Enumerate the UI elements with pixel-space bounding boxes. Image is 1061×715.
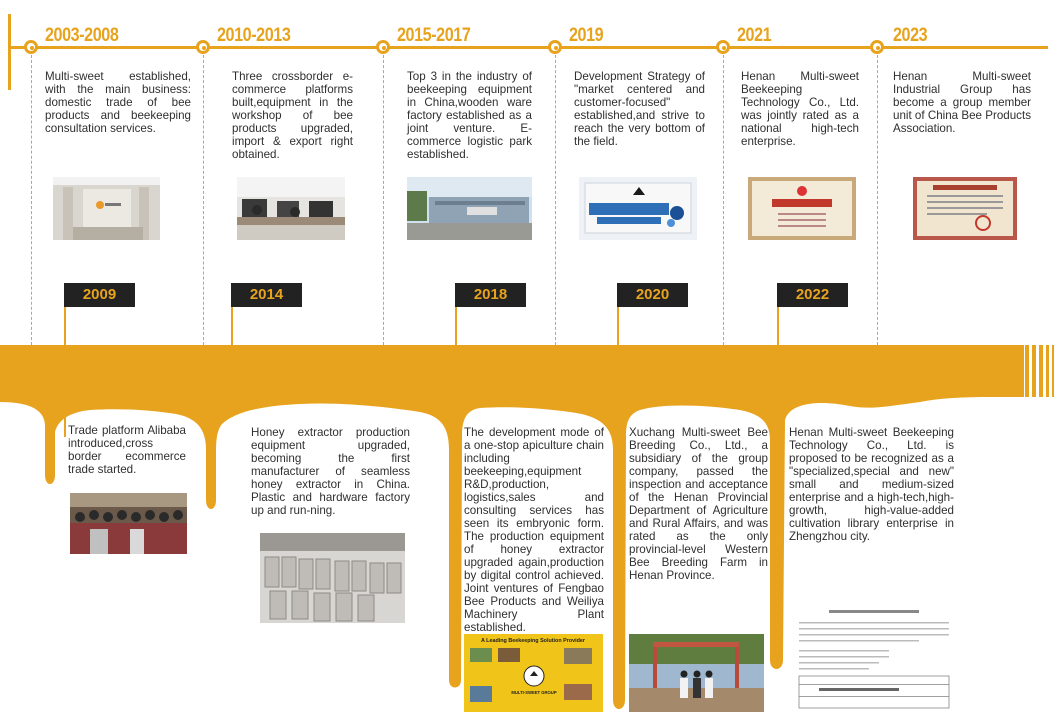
office-reception-photo — [53, 177, 160, 240]
timeline-dot — [870, 40, 884, 54]
top-timeline-left-tick — [8, 14, 11, 90]
milestone-text-2009: Trade platform Alibaba introduced,cross border ecommerce trade started. — [68, 424, 186, 476]
team-group-photo — [70, 493, 187, 554]
dashed-guide — [723, 55, 724, 345]
timeline-dot — [24, 40, 38, 54]
milestone-text: Henan Multi-sweet Industrial Group has become a group member unit of China Bee Products Association. — [893, 70, 1031, 135]
milestone-year: 2023 — [893, 25, 928, 46]
poster-title: A Leading Beekeeping Solution Provider — [480, 638, 586, 644]
honey-band-stripe — [1046, 345, 1049, 397]
milestone-text: Henan Multi-sweet Beekeeping Technology Co., Ltd. was jointly rated as a national high-tech enterprise. — [741, 70, 859, 148]
poster-brand: MULTI-SWEET GROUP — [511, 690, 557, 695]
honey-band-stripe — [1032, 345, 1036, 397]
milestone-year: 2019 — [569, 25, 604, 46]
year-box: 2022 — [777, 283, 848, 307]
association-certificate-photo — [913, 177, 1017, 240]
timeline-dot — [716, 40, 730, 54]
announcement-document-image — [789, 604, 961, 712]
year-box: 2020 — [617, 283, 688, 307]
dashed-guide — [31, 55, 32, 345]
timeline-dot — [376, 40, 390, 54]
milestone-text-2022: Henan Multi-sweet Beekeeping Technology Co., Ltd. is proposed to be recognized as a "specialized,special and new" small and medium-sized enterprise and a high-tech,high-growth, high-value-added cultivation library enterprise in Zhengzhou city. — [789, 426, 954, 543]
timeline-dot — [548, 40, 562, 54]
honey-band-stripe — [1052, 345, 1054, 397]
milestone-text: Three crossborder e-commerce platforms built,equipment in the workshop of bee products upgraded, import & export right obtained. — [232, 70, 353, 161]
year-box: 2018 — [455, 283, 526, 307]
beekeeping-solution-poster — [464, 634, 603, 712]
milestone-text: Development Strategy of "market centered and customer-focused" established,and strive to reach the very bottom of the field. — [574, 70, 705, 148]
milestone-year: 2015-2017 — [397, 25, 471, 46]
dashed-guide — [383, 55, 384, 345]
dashed-guide — [203, 55, 204, 345]
factory-building-photo — [407, 177, 532, 240]
milestone-text: Top 3 in the industry of beekeeping equipment in China,wooden ware factory established as a joint venture. E-commerce logistic park established. — [407, 70, 532, 161]
milestone-year: 2010-2013 — [217, 25, 291, 46]
high-tech-certificate-photo — [748, 177, 856, 240]
year-box: 2009 — [64, 283, 135, 307]
engineering-center-sign-photo — [579, 177, 697, 240]
dashed-guide — [555, 55, 556, 345]
year-box: 2014 — [231, 283, 302, 307]
bee-breeding-farm-photo — [629, 634, 764, 712]
milestone-year: 2003-2008 — [45, 25, 119, 46]
milestone-text-2018: The development mode of a one-stop apiculture chain including beekeeping,equipment R&D,production, logistics,sales and consulting services has seen its embryonic form. The production equipment of honey extractor upgraded again,production by digital control achieved. Joint ventures of Fengbao Bee Products and Weiliya Machinery Plant established. — [464, 426, 604, 634]
milestone-year: 2021 — [737, 25, 772, 46]
top-timeline-line — [8, 46, 1048, 49]
milestone-text: Multi-sweet established, with the main business: domestic trade of bee products and beekeeping consultation services. — [45, 70, 191, 135]
milestone-text-2020: Xuchang Multi-sweet Bee Breeding Co., Ltd., a subsidiary of the group company, passed the inspection and acceptance of the Henan Provincial Department of Agriculture and Rural Affairs, and was rated as the only provincial-level Western Bee Breeding Farm in Henan Province. — [629, 426, 768, 582]
milestone-text-2014: Honey extractor production equipment upgraded, becoming the first manufacturer of seamless honey extractor in China. Plastic and hardware factory up and run-ning. — [251, 426, 410, 517]
honey-extractor-factory-photo — [260, 533, 405, 623]
timeline-dot — [196, 40, 210, 54]
workshop-photo — [237, 177, 345, 240]
dashed-guide — [877, 55, 878, 345]
honey-band-stripe — [1025, 345, 1029, 397]
honey-band-stripe — [1039, 345, 1043, 397]
